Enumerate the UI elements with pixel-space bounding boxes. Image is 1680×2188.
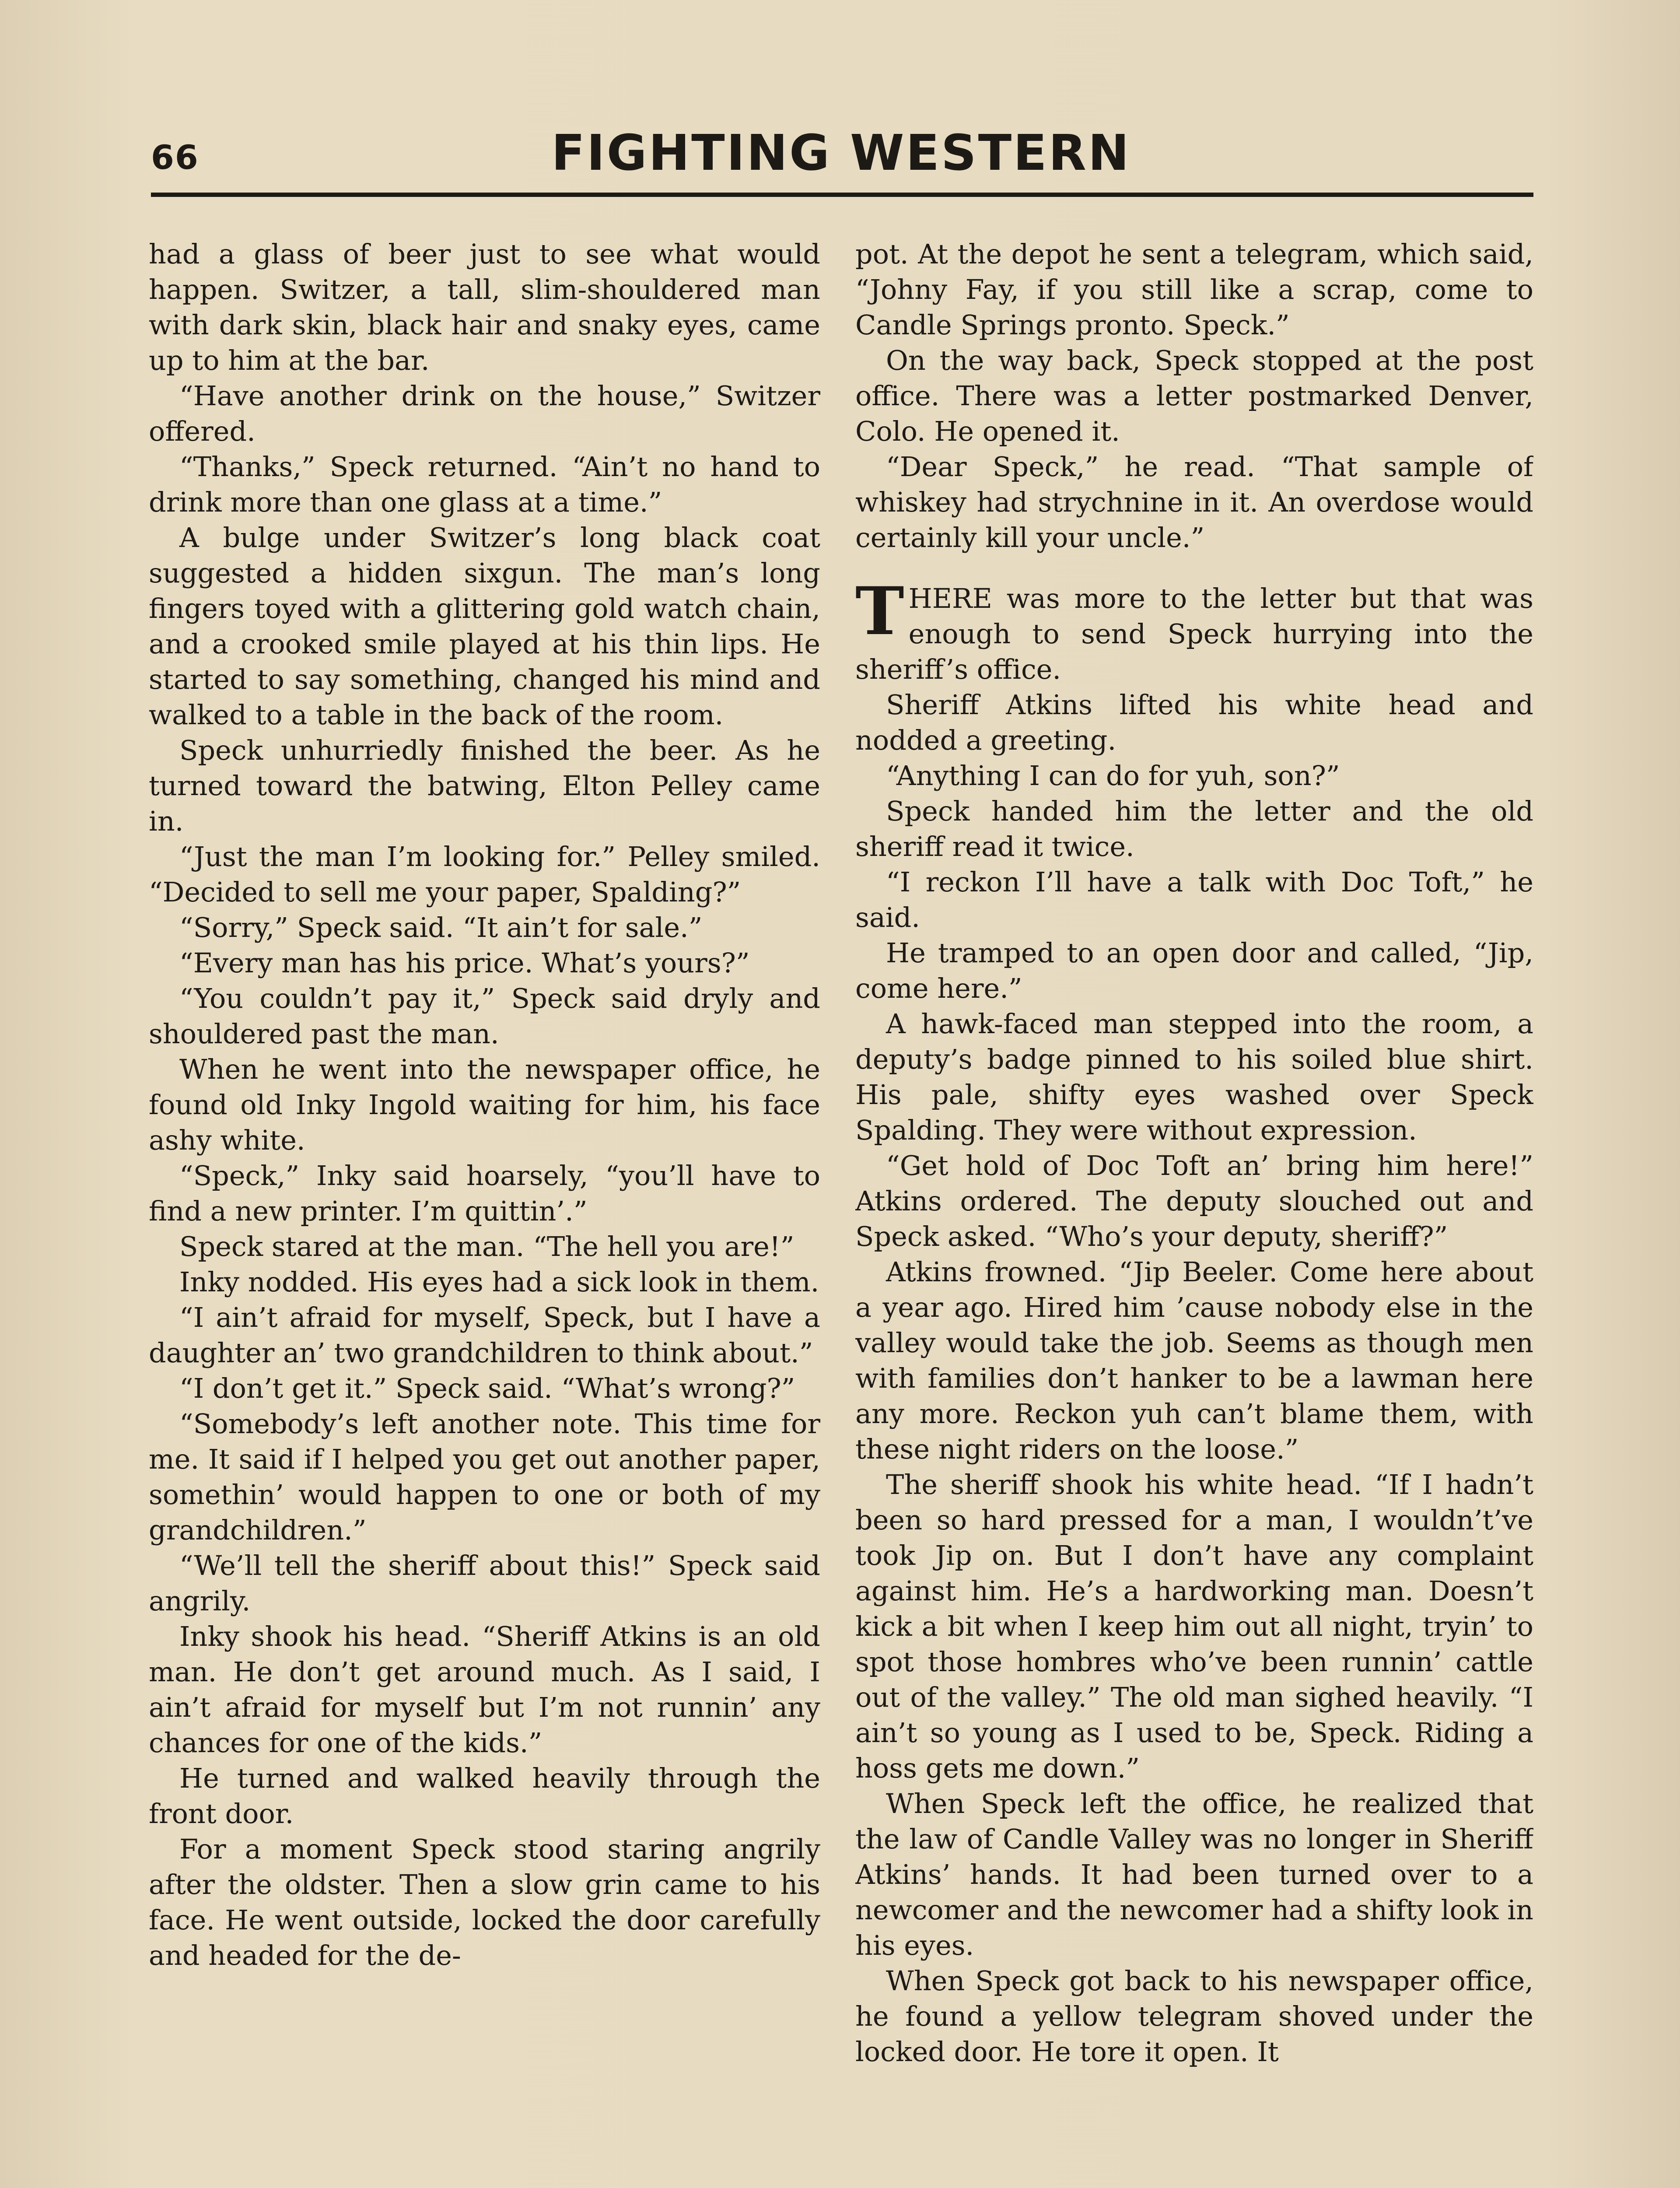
paragraph: When Speck left the office, he realized that the law of Candle Valley was no longer in Sheriff Atkins’ hands. It had been turned over to a newcomer and the newcomer had a shifty look in his eyes. <box>855 1788 1533 1961</box>
left-column <box>149 236 820 2188</box>
paragraph: “I ain’t afraid for myself, Speck, but I have a daughter an’ two grandchildren to think about.” <box>149 1301 820 1369</box>
paragraph: “Every man has his price. What’s yours?” <box>179 947 750 979</box>
paragraph: “Have another drink on the house,” Switzer offered. <box>149 380 820 447</box>
paragraph: “Just the man I’m looking for.” Pelley smiled. “Decided to sell me your paper, Spalding?” <box>149 841 820 908</box>
page-header <box>151 125 1531 195</box>
paragraph: “I reckon I’ll have a talk with Doc Toft,” he said. <box>855 866 1533 933</box>
paragraph: He tramped to an open door and called, “Jip, come here.” <box>855 937 1533 1004</box>
paragraph: “Anything I can do for yuh, son?” <box>886 760 1340 792</box>
paragraph: pot. At the depot he sent a telegram, which said, “Johny Fay, if you still like a scrap, come to Candle Springs pronto. Speck.” <box>855 238 1533 341</box>
paragraph: When Speck got back to his newspaper office, he found a yellow telegram shoved under the locked door. He tore it open. It <box>855 1965 1533 2068</box>
paragraph: On the way back, Speck stopped at the post office. There was a letter postmarked Denver, Colo. He opened it. <box>855 344 1533 447</box>
paragraph: “Thanks,” Speck returned. “Ain’t no hand to drink more than one glass at a time.” <box>149 451 820 518</box>
paragraph: “You couldn’t pay it,” Speck said dryly and shouldered past the man. <box>149 982 820 1050</box>
paragraph: A hawk-faced man stepped into the room, a deputy’s badge pinned to his soiled blue shirt. His pale, shifty eyes washed over Speck Spalding. They were without expression. <box>855 1008 1533 1146</box>
paragraph: “Dear Speck,” he read. “That sample of whiskey had strychnine in it. An overdose would certainly kill your uncle.” <box>855 451 1533 554</box>
paragraph: “Get hold of Doc Toft an’ bring him here!” Atkins ordered. The deputy slouched out and Speck asked. “Who’s your deputy, sheriff?” <box>855 1150 1533 1252</box>
paragraph: “Somebody’s left another note. This time for me. It said if I helped you get out another paper, somethin’ would happen to one or both of my grandchildren.” <box>149 1408 820 1546</box>
section-opening-text: HERE was more to the letter but that was enough to send Speck hurrying into the sheriff’s office. <box>855 582 1533 685</box>
paragraph: He turned and walked heavily through the front door. <box>149 1762 820 1830</box>
paragraph: “Sorry,” Speck said. “It ain’t for sale.” <box>179 912 703 943</box>
paragraph: Inky shook his head. “Sheriff Atkins is an old man. He don’t get around much. As I said, I ain’t afraid for myself but I’m not runnin’ any chances for one of the kids.” <box>149 1620 820 1759</box>
paragraph: When he went into the newspaper office, he found old Inky Ingold waiting for him, his face ashy white. <box>149 1053 820 1156</box>
paragraph: “I don’t get it.” Speck said. “What’s wrong?” <box>179 1372 795 1404</box>
paragraph: Atkins frowned. “Jip Beeler. Come here about a year ago. Hired him ’cause nobody else in the valley would take the job. Seems as though men with families don’t hanker to be a lawman here any more. Reckon yuh can’t blame them, with these night riders on the loose.” <box>855 1256 1533 1465</box>
paragraph: Inky nodded. His eyes had a sick look in them. <box>179 1266 819 1298</box>
section-opening-paragraph <box>855 573 1533 687</box>
paragraph: Speck handed him the letter and the old sheriff read it twice. <box>855 795 1533 863</box>
paragraph: had a glass of beer just to see what would happen. Switzer, a tall, slim-shouldered man with dark skin, black hair and snaky eyes, came up to him at the bar. <box>149 238 820 376</box>
magazine-title: FIGHTING WESTERN <box>551 125 1131 182</box>
page-number: 66 <box>151 138 199 177</box>
right-column <box>855 236 1533 2188</box>
header-rule <box>151 193 1533 197</box>
paragraph: Speck stared at the man. “The hell you are!” <box>179 1231 794 1262</box>
paragraph: The sheriff shook his white head. “If I hadn’t been so hard pressed for a man, I wouldn’t’ve took Jip on. But I don’t have any complaint against him. He’s a hardworking man. Doesn’t kick a bit when I keep him out all night, tryin’ to spot those hombres who’ve been runnin’ cattle out of the valley.” The old man sighed heavily. “I ain’t so young as I used to be, Speck. Riding a hoss gets me down.” <box>855 1469 1533 1784</box>
paragraph: For a moment Speck stood staring angrily after the oldster. Then a slow grin came to his face. He went outside, locked the door carefully and headed for the de- <box>149 1833 820 1971</box>
paragraph: Sheriff Atkins lifted his white head and nodded a greeting. <box>855 689 1533 756</box>
paragraph: A bulge under Switzer’s long black coat suggested a hidden sixgun. The man’s long fingers toyed with a glittering gold watch chain, and a crooked smile played at his thin lips. He started to say something, changed his mind and walked to a table in the back of the room. <box>149 522 820 731</box>
paragraph: Speck unhurriedly finished the beer. As he turned toward the batwing, Elton Pelley came in. <box>149 734 820 837</box>
paragraph: “Speck,” Inky said hoarsely, “you’ll have to find a new printer. I’m quittin’.” <box>149 1160 820 1227</box>
paragraph: “We’ll tell the sheriff about this!” Speck said angrily. <box>149 1550 820 1617</box>
drop-cap: T <box>855 573 904 650</box>
